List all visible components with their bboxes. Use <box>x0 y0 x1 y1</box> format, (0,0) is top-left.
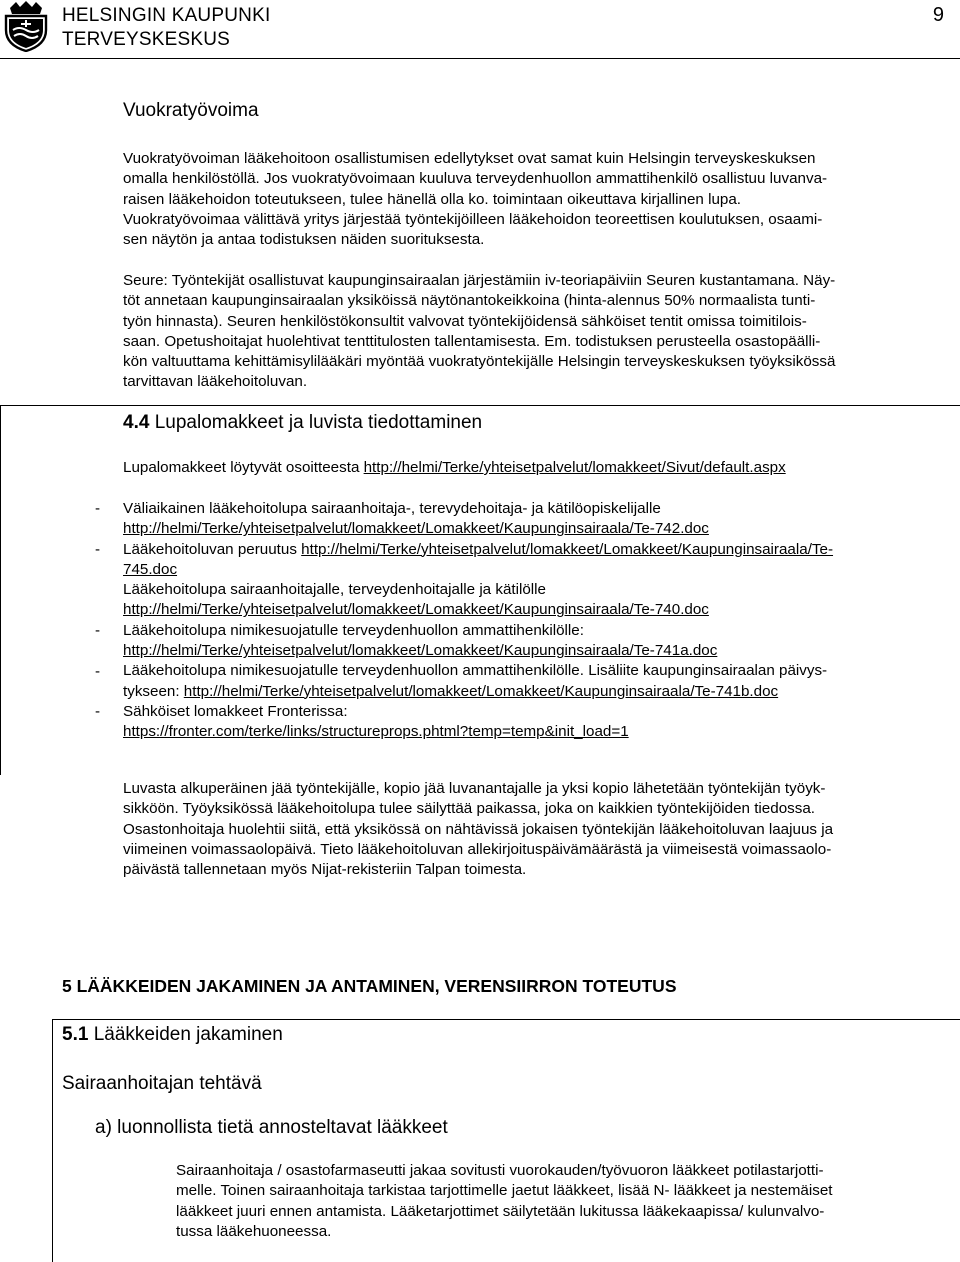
org-name: HELSINGIN KAUPUNKI <box>62 5 271 26</box>
text-line: työn hinnasta). Seuren henkilöstökonsultit valvovat työntekijöidensä sähköiset tentit omissa toimitilois- <box>123 312 807 330</box>
section-rule-left <box>0 405 1 775</box>
forms-intro <box>123 458 786 478</box>
forms-link-te745-cont[interactable]: 745.doc <box>123 560 178 578</box>
section-heading-vuokratyovoima: Vuokratyövoima <box>123 100 259 121</box>
list-dash: - <box>95 703 101 720</box>
item-text: Lääkehoitoluvan peruutus <box>123 540 302 558</box>
text-line: sen näytön ja antaa todistuksen näiden suorituksesta. <box>123 231 485 249</box>
forms-link-te740[interactable]: http://helmi/Terke/yhteisetpalvelut/lomakkeet/Lomakkeet/Kaupunginsairaala/Te-740.doc <box>123 601 709 619</box>
text-line: saan. Opetushoitajat huolehtivat tenttitulosten tallentamisesta. Em. todistuksen perusteella osastopäälli- <box>123 332 821 350</box>
section-rule <box>0 405 960 406</box>
forms-link-te741a[interactable]: http://helmi/Terke/yhteisetpalvelut/lomakkeet/Lomakkeet/Kaupunginsairaala/Te-741a.doc <box>123 642 718 660</box>
page-number: 9 <box>932 4 944 26</box>
forms-link-default[interactable]: http://helmi/Terke/yhteisetpalvelut/lomakkeet/Sivut/default.aspx <box>363 459 786 476</box>
text-line: omalla henkilöstöllä. Jos vuokratyövoimaan kuuluva terveydenhuollon ammattihenkilö osallistuu luvanva- <box>123 170 828 188</box>
list-item: Lääkehoitolupa nimikesuojatulle terveydenhuollon ammattihenkilölle. Lisäliite kaupunginsairaalan päivys- <box>123 662 828 680</box>
text-line: tarvittavan lääkehoitoluvan. <box>123 373 308 391</box>
text-line: Osastonhoitaja huolehtii siitä, että yksikössä on nähtävissä jokaisen työntekijän lääkehoitoluvan laajuus ja <box>123 820 834 838</box>
text-line: Seure: Työntekijät osallistuvat kaupunginsairaalan järjestämiin iv-teoriapäiviin Seuren kustantamana. Näy- <box>123 272 836 289</box>
section-5-rule-left <box>52 1019 53 1262</box>
section-5-rule <box>52 1019 960 1020</box>
org-unit: TERVEYSKESKUS <box>62 29 231 50</box>
section-title: Lupalomakkeet ja luvista tiedottaminen <box>149 412 483 433</box>
forms-link-te745[interactable]: http://helmi/Terke/yhteisetpalvelut/lomakkeet/Lomakkeet/Kaupunginsairaala/Te- <box>301 540 834 558</box>
forms-link-te741b[interactable]: http://helmi/Terke/yhteisetpalvelut/lomakkeet/Lomakkeet/Kaupunginsairaala/Te-741b.doc <box>183 682 779 700</box>
forms-list <box>123 499 833 743</box>
text-line: lääkkeet juuri ennen antamista. Lääketarjottimet säilytetään lukitussa lääkekaapissa/ kulunvalvo- <box>176 1202 825 1220</box>
paragraph-sairaanhoitaja <box>176 1161 833 1242</box>
role-heading: Sairaanhoitajan tehtävä <box>62 1073 262 1094</box>
section-number: 4.4 <box>123 412 150 433</box>
section-title: Lääkkeiden jakaminen <box>88 1024 283 1045</box>
helsinki-crest-logo <box>0 0 52 52</box>
header-rule <box>0 58 960 59</box>
list-item <box>123 540 833 560</box>
list-item: Lääkehoitolupa nimikesuojatulle terveydenhuollon ammattihenkilölle: <box>123 621 584 639</box>
list-item: Väliaikainen lääkehoitolupa sairaanhoitaja-, terevydehoitaja- ja kätilöopiskelijalle <box>123 500 661 517</box>
fronter-link[interactable]: https://fronter.com/terke/links/structureprops.phtml?temp=temp&init_load=1 <box>123 723 629 741</box>
text-line: raisen lääkehoidon toteutukseen, tulee hänellä olla ko. toimintaan oikeuttava kirjallinen lupa. <box>123 190 742 208</box>
list-dash: - <box>95 541 101 558</box>
section-4-4-heading <box>123 412 482 434</box>
text-line: viimeinen voimassaolopäivä. Tieto lääkehoitoluvan allekirjoituspäivämäärästä ja viimeisestä voimassaolo- <box>123 840 832 858</box>
section-number: 5.1 <box>62 1024 89 1045</box>
paragraph-vuokratyovoima <box>123 149 827 250</box>
text-line: Sairaanhoitaja / osastofarmaseutti jakaa sovitusti vuorokauden/työvuoron lääkkeet potilastarjotti- <box>176 1162 824 1179</box>
list-item <box>123 682 833 702</box>
text-line: sikköön. Työyksikössä lääkehoitolupa tulee säilyttää paikassa, joka on kaikkien työntekijöiden tiedossa. <box>123 800 815 818</box>
text-line: Vuokratyövoiman lääkehoitoon osallistumisen edellytykset ovat samat kuin Helsingin terveyskeskuksen <box>123 150 816 167</box>
list-item: Sähköiset lomakkeet Fronterissa: <box>123 702 348 720</box>
text-line: Luvasta alkuperäinen jää työntekijälle, kopio jää luvanantajalle ja yksi kopio lähetetään työntekijän työyk- <box>123 780 826 797</box>
list-dash: - <box>95 622 101 639</box>
text-line: melle. Toinen sairaanhoitaja tarkistaa tarjottimelle jaetut lääkkeet, lisää N- lääkkeet ja nestemäiset <box>176 1182 833 1200</box>
paragraph-luvasta <box>123 779 833 880</box>
forms-link-te742[interactable]: http://helmi/Terke/yhteisetpalvelut/lomakkeet/Lomakkeet/Kaupunginsairaala/Te-742.doc <box>123 520 709 538</box>
list-dash: - <box>95 500 101 517</box>
text-line: päivästä tallennetaan myös Nijat-rekisteriin Talpan toimesta. <box>123 861 527 879</box>
list-item: Lääkehoitolupa sairaanhoitajalle, terveydenhoitajalle ja kätilölle <box>123 581 547 599</box>
intro-text: Lupalomakkeet löytyvät osoitteesta <box>123 459 364 476</box>
item-text: tykseen: <box>123 682 184 700</box>
text-line: kön valtuuttama kehittämisylilääkäri myöntää vuokratyöntekijälle Helsingin terveyskeskuksen työyksikössä <box>123 353 836 371</box>
item-a-heading: a) luonnollista tietä annosteltavat lääkkeet <box>95 1117 448 1138</box>
text-line: Vuokratyövoimaa välittävä yritys järjestää työntekijöilleen lääkehoidon teoreettisen koulutuksen, osaami- <box>123 210 823 228</box>
text-line: töt annetaan kaupunginsairaalan yksiköissä näytönantokeikkoina (hinta-alennus 50% normaalista tunti- <box>123 292 816 310</box>
list-dash: - <box>95 663 101 680</box>
section-5-heading: 5 LÄÄKKEIDEN JAKAMINEN JA ANTAMINEN, VERENSIIRRON TOTEUTUS <box>62 976 677 996</box>
text-line: tussa lääkehuoneessa. <box>176 1222 332 1240</box>
section-5-1-heading <box>62 1024 283 1046</box>
paragraph-seure <box>123 271 835 393</box>
